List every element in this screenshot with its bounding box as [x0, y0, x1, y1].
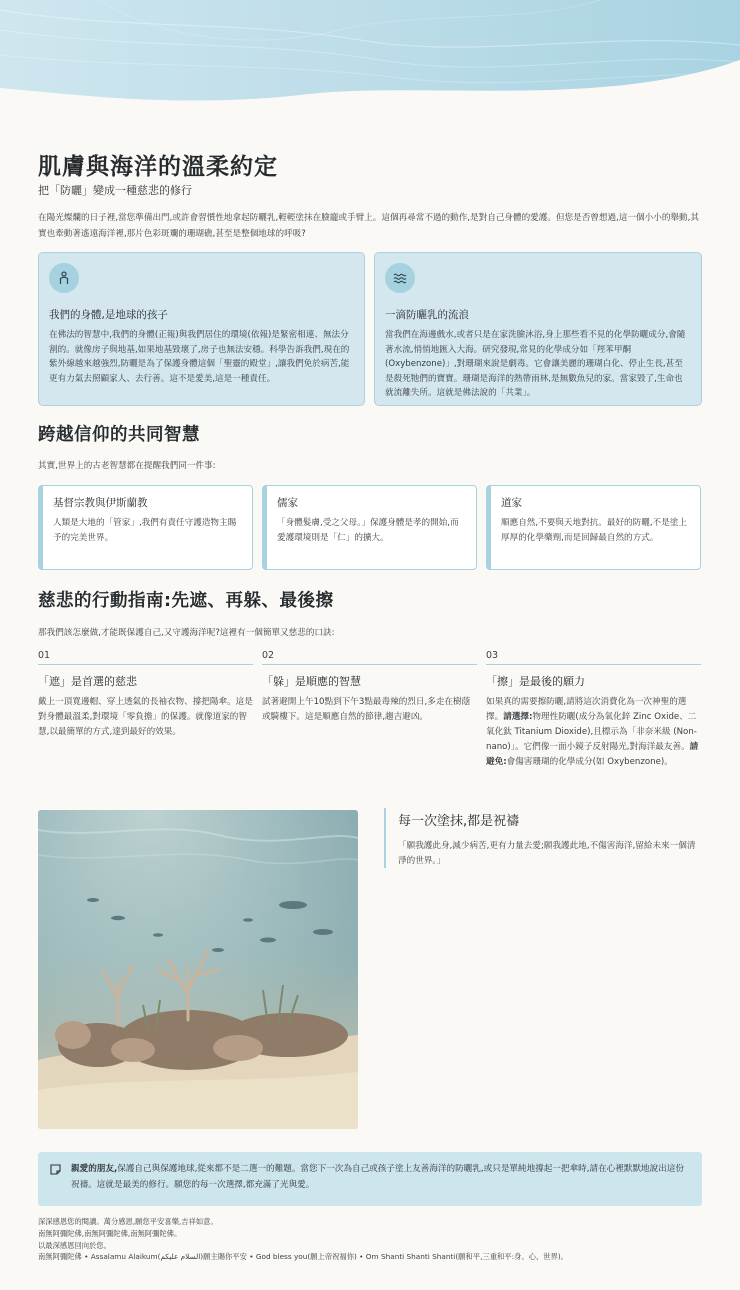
step-body-intro: 如果真的需要擦防曬,請將這次消費化為一次神聖的選擇。 [486, 697, 687, 722]
sunscreen-journey-card [374, 252, 702, 406]
step-apply [486, 650, 701, 770]
faith-card-body: 「身體髮膚,受之父母。」保護身體是孝的開始,而愛護環境則是「仁」的擴大。 [277, 518, 459, 543]
step-cover [38, 650, 253, 740]
page-title: 肌膚與海洋的溫柔約定 [38, 154, 278, 180]
guide-lead: 那我們該怎麼做,才能既保護自己,又守護海洋呢?這裡有一個簡單又慈悲的口訣: [38, 628, 335, 638]
header-wave-decoration [0, 0, 740, 140]
choose-label: 請選擇: [503, 712, 533, 722]
step-title: 「擦」是最後的願力 [486, 675, 585, 688]
step-number: 02 [262, 650, 477, 665]
faith-card-title: 道家 [501, 497, 522, 509]
faith-heading: 跨越信仰的共同智慧 [38, 425, 200, 445]
intro-paragraph: 在陽光燦爛的日子裡,當您準備出門,或許會習慣性地拿起防曬乳,輕輕塗抹在臉龐或手臂上。這個再尋常不過的動作,是對自己身體的愛護。但您是否曾想過,這一個小小的舉動,其實也牽動著遙遠海洋裡,那片色彩斑斕的珊瑚礁,甚至是整個地球的呼吸? [38, 213, 699, 239]
step-avoid-sun [262, 650, 477, 725]
step-title: 「遮」是首選的慈悲 [38, 675, 137, 688]
step-body: 戴上一頂寬邊帽、穿上透氣的長袖衣物、撐把陽傘。這是對身體最溫柔,對環境「零負擔」的保護。就像道家的智慧,以最簡單的方式,達到最好的效果。 [38, 697, 253, 737]
avoid-label: 請避免: [486, 742, 699, 767]
faith-card-confucian [262, 485, 477, 570]
faith-card-title: 基督宗教與伊斯蘭教 [53, 497, 148, 509]
step-number: 01 [38, 650, 253, 665]
card-body: 在佛法的智慧中,我們的身體(正報)與我們居住的環境(依報)是緊密相連、無法分割的。就像房子與地基,如果地基毀壞了,房子也無法安穩。科學告訴我們,現在的紫外線越來越強烈,防曬是為了保護身體這個「聖靈的殿堂」,讓我們免於病苦,能更有力氣去照顧家人、去行善。這不是愛美,這是一種責任。 [49, 330, 350, 384]
faith-card-body: 人類是大地的「管家」,我們有責任守護造物主賜予的完美世界。 [53, 518, 237, 543]
step-body: 試著避開上午10點到下午3點最毒辣的烈日,多走在樹蔭或騎樓下。這是順應自然的節律,趨吉避凶。 [262, 697, 471, 722]
footer [38, 1216, 568, 1263]
closing-note [38, 1152, 702, 1206]
card-title: 一滴防曬乳的流浪 [385, 309, 469, 321]
blessing-quote: 「願我護此身,減少病苦,更有力量去愛;願我護此地,不傷害海洋,留給未來一個清淨的世界。」 [398, 841, 696, 866]
footer-line: 以最深感恩回向於您。 [38, 1240, 111, 1250]
note-icon [50, 1164, 61, 1182]
body-earth-card [38, 252, 365, 406]
step-title: 「躲」是順應的智慧 [262, 675, 361, 688]
waves-icon [385, 263, 415, 293]
step-body-avoid: 會傷害珊瑚的化學成分(如 Oxybenzone)。 [506, 757, 673, 767]
footer-line: 南無阿彌陀佛 • Assalamu Alaikum(السلام عليكم)願主賜你平安 • God bless you(願上帝祝福你) • Om Shanti Shanti Shanti(願和平,三重和平:身、心、世界)。 [38, 1252, 568, 1262]
footer-line: 南無阿彌陀佛,南無阿彌陀佛,南無阿彌陀佛。 [38, 1228, 182, 1238]
faith-card-taoist [486, 485, 701, 570]
page-subtitle: 把「防曬」變成一種慈悲的修行 [38, 184, 192, 197]
card-title: 我們的身體,是地球的孩子 [49, 309, 168, 321]
footer-line: 深深感恩您的閱讀。萬分感恩,願您平安喜樂,吉祥如意。 [38, 1217, 218, 1226]
person-icon [49, 263, 79, 293]
faith-lead: 其實,世界上的古老智慧都在提醒我們同一件事: [38, 461, 216, 471]
faith-card-title: 儒家 [277, 497, 298, 509]
step-body-choose: 物理性防曬(成分為氧化鋅 Zinc Oxide、二氧化鈦 Titanium Dioxide),且標示為「非奈米級 (Non-nano)」。它們像一面小鏡子反射陽光,對海洋最友善。 [486, 712, 697, 752]
card-body: 當我們在海邊戲水,或者只是在家洗臉沐浴,身上那些看不見的化學防曬成分,會隨著水流,悄悄地匯入大海。研究發現,常見的化學成分如「羥苯甲酮 (Oxybenzone)」,對珊瑚來說是劇毒。它會讓美麗的珊瑚白化、停止生長,甚至是殺死牠們的寶寶。珊瑚是海洋的熱帶雨林,是無數魚兒的家。當家毀了,生命也就流離失所。這就是佛法說的「共業」。 [385, 330, 686, 399]
faith-card-body: 順應自然,不要與天地對抗。最好的防曬,不是塗上厚厚的化學藥劑,而是回歸最自然的方式。 [501, 518, 687, 543]
guide-heading: 慈悲的行動指南:先遮、再躲、最後擦 [38, 591, 334, 611]
step-number: 03 [486, 650, 701, 665]
step-body [486, 695, 701, 770]
coral-reef-photo [38, 810, 358, 1129]
note-text: 保護自己與保護地球,從來都不是二選一的難題。當您下一次為自己或孩子塗上友善海洋的防曬乳,或只是單純地撐起一把傘時,請在心裡默默地說出這份祝禱。這就是最美的修行。願您的每一次選擇,都充滿了光與愛。 [71, 1164, 685, 1190]
blessing-title: 每一次塗抹,都是祝禱 [398, 814, 520, 829]
blessing-block [384, 808, 702, 868]
note-greeting: 親愛的朋友, [71, 1164, 118, 1174]
faith-card-christian-islam [38, 485, 253, 570]
